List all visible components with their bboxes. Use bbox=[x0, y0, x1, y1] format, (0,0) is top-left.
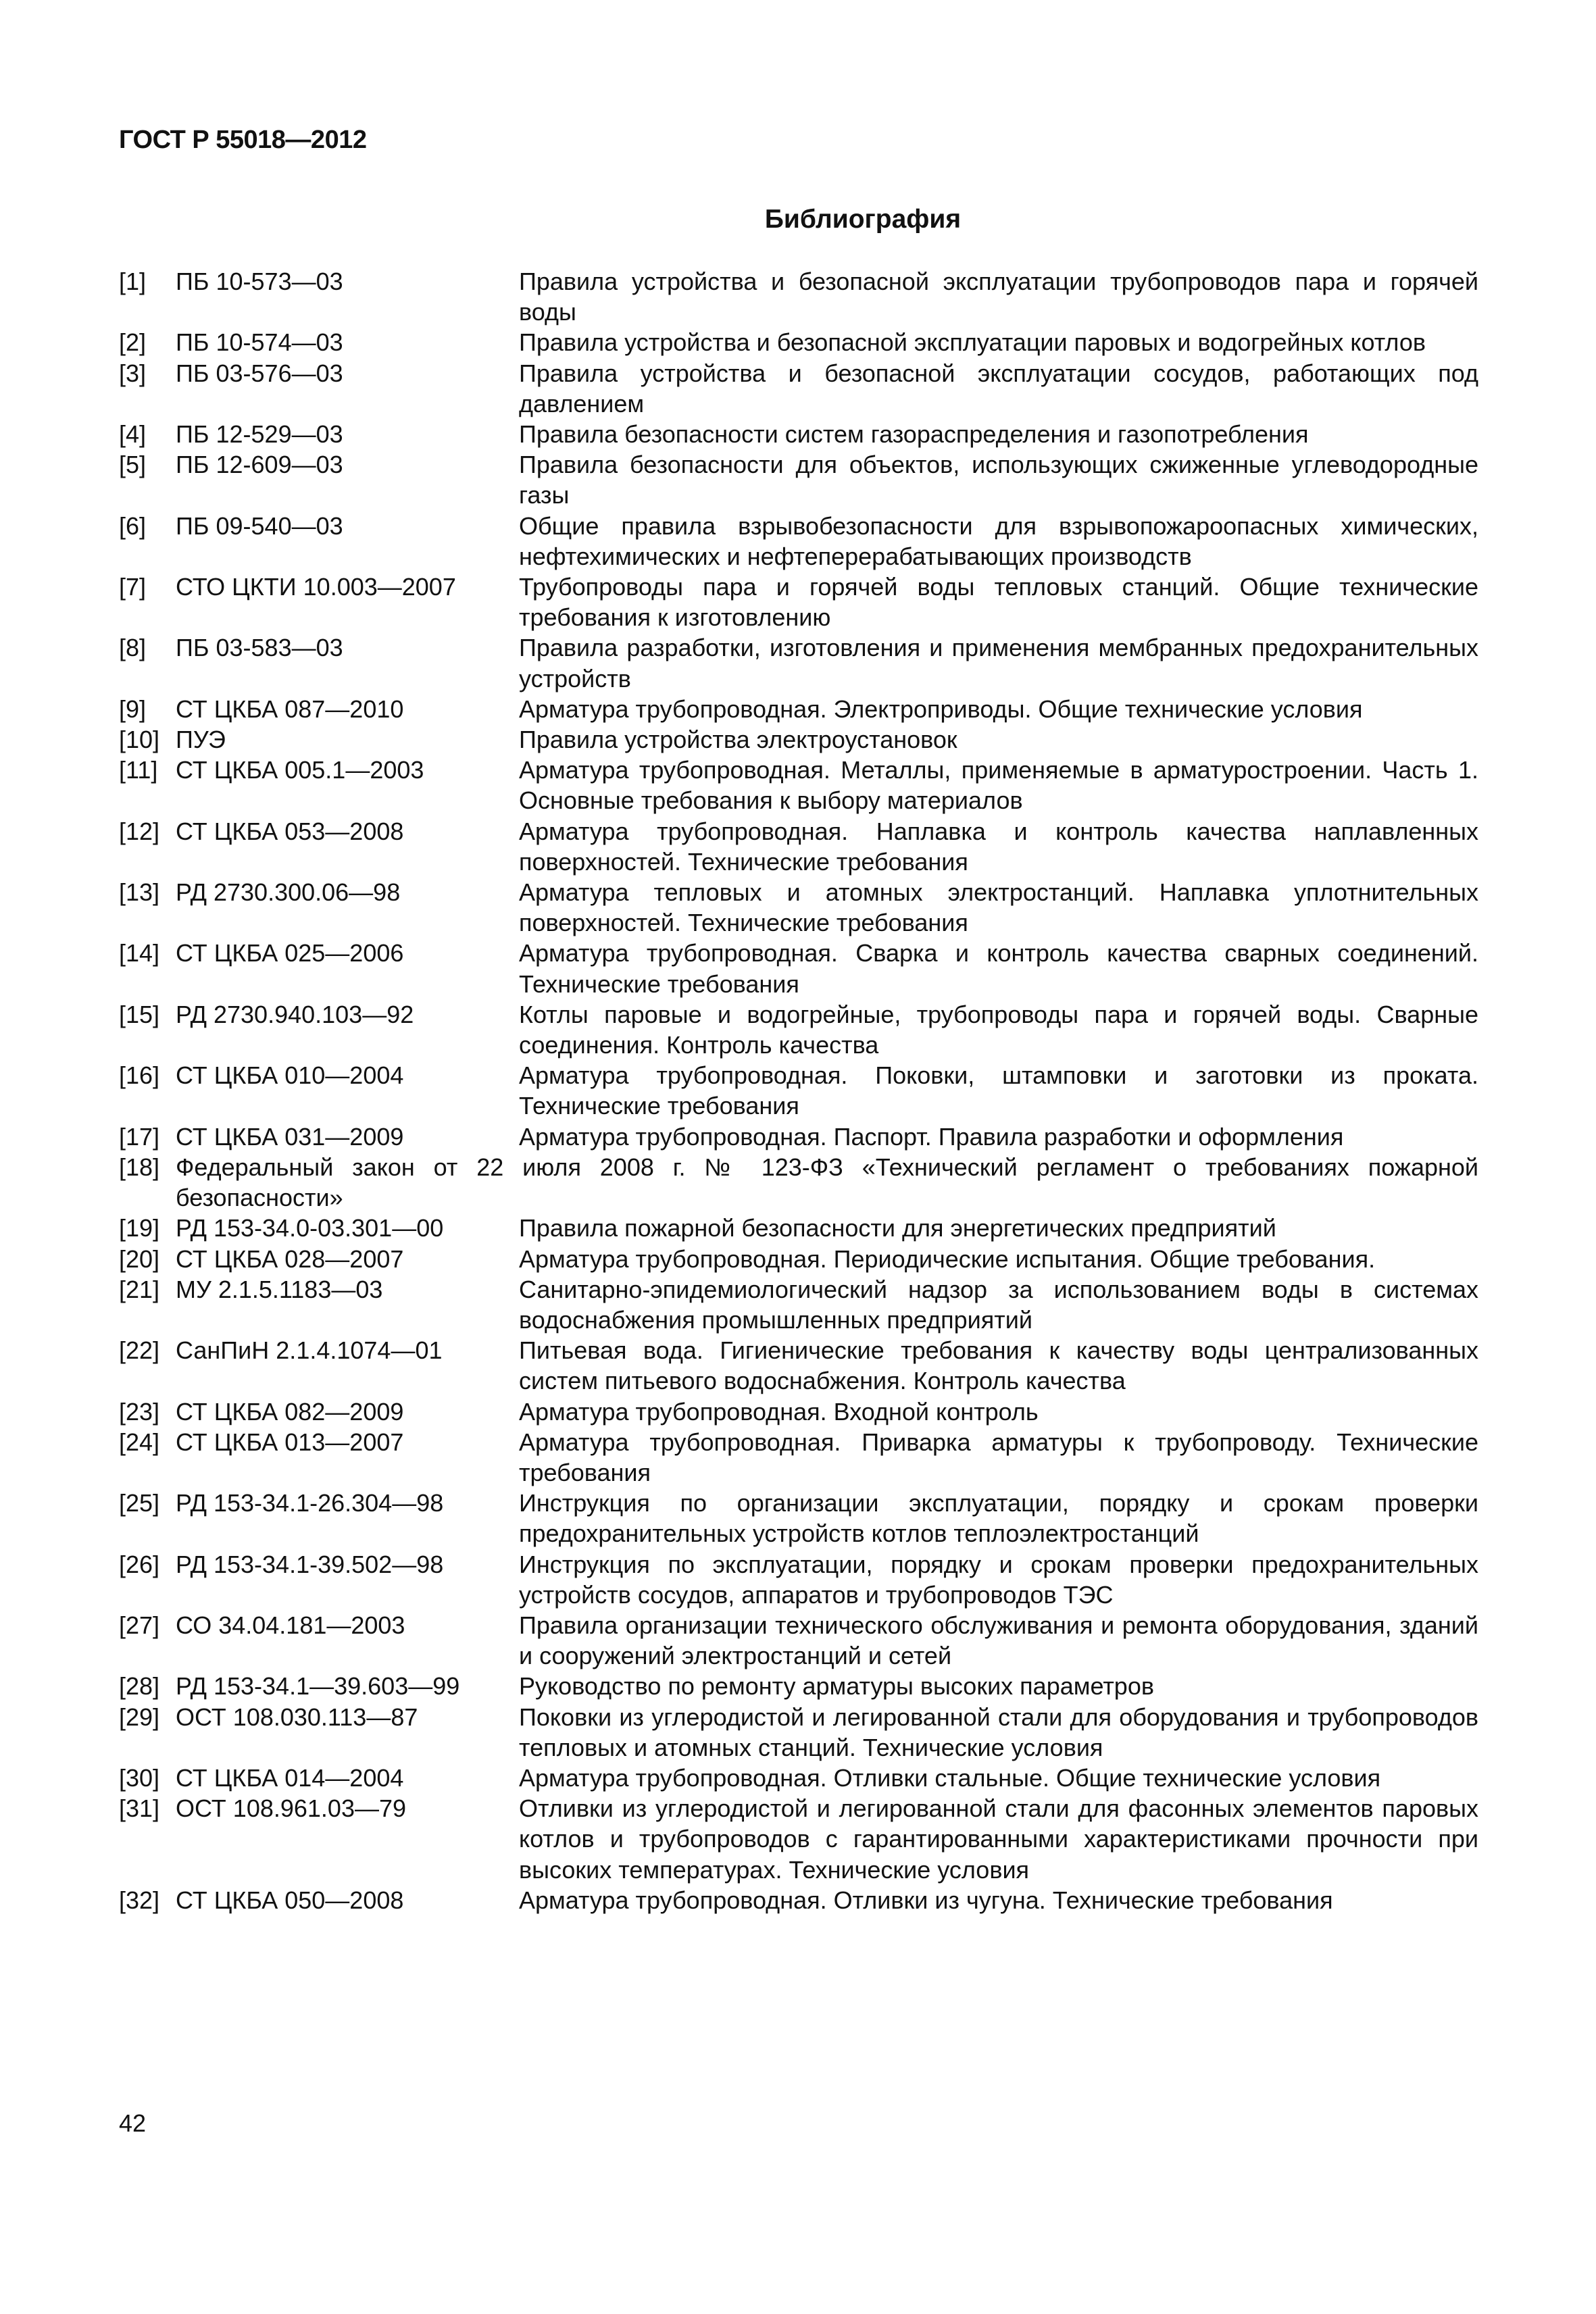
entry-number: [1] bbox=[119, 268, 147, 295]
entry-code: ПБ 09-540—03 bbox=[176, 511, 343, 540]
bibliography-entry bbox=[119, 1213, 1478, 1243]
entry-title: Арматура тепловых и атомных электростанций. Наплавка уплотнительных поверхностей. Технические требования bbox=[519, 878, 1478, 937]
entry-code: СТ ЦКБА 053—2008 bbox=[176, 817, 404, 845]
bibliography-entry bbox=[119, 1152, 1478, 1213]
bibliography-entry bbox=[119, 1885, 1478, 1915]
entry-title: Арматура трубопроводная. Периодические испытания. Общие требования. bbox=[519, 1244, 1376, 1273]
entry-title: Поковки из углеродистой и легированной стали для оборудования и трубопроводов тепловых и атомных станций. Технические условия bbox=[519, 1703, 1478, 1761]
entry-number: [15] bbox=[119, 1000, 160, 1028]
entry-code: ПБ 03-583—03 bbox=[176, 634, 343, 662]
entry-number: [7] bbox=[119, 573, 147, 601]
entry-number: [30] bbox=[119, 1763, 160, 1792]
entry-number: [27] bbox=[119, 1611, 160, 1639]
entry-title: Правила устройства и безопасной эксплуатации сосудов, работающих под давлением bbox=[519, 359, 1478, 418]
bibliography-entry bbox=[119, 816, 1478, 877]
entry-number: [4] bbox=[119, 420, 147, 449]
entry-number: [19] bbox=[119, 1214, 160, 1242]
entry-code: СТ ЦКБА 005.1—2003 bbox=[176, 756, 424, 784]
entry-title: Арматура трубопроводная. Сварка и контроль качества сварных соединений. Технические требования bbox=[519, 939, 1478, 998]
entry-code: СТО ЦКТИ 10.003—2007 bbox=[176, 573, 456, 601]
entry-title: Общие правила взрывобезопасности для взрывопожароопасных химических, нефтехимических и нефтеперерабатывающих производств bbox=[519, 511, 1478, 570]
bibliography-entry bbox=[119, 1060, 1478, 1121]
entry-code: ОСТ 108.030.113—87 bbox=[176, 1703, 418, 1731]
entry-title: Руководство по ремонту арматуры высоких параметров bbox=[519, 1672, 1154, 1701]
entry-number: [9] bbox=[119, 695, 147, 723]
bibliography-entry bbox=[119, 1335, 1478, 1396]
entry-number: [8] bbox=[119, 634, 147, 662]
entry-number: [3] bbox=[119, 359, 147, 387]
entry-number: [24] bbox=[119, 1428, 160, 1456]
bibliography-entry bbox=[119, 419, 1478, 449]
entry-code: СТ ЦКБА 050—2008 bbox=[176, 1886, 404, 1914]
entry-title: Правила пожарной безопасности для энергетических предприятий bbox=[519, 1214, 1276, 1242]
bibliography-entry bbox=[119, 694, 1478, 724]
entry-number: [25] bbox=[119, 1489, 160, 1517]
entry-code: СТ ЦКБА 082—2009 bbox=[176, 1397, 404, 1426]
entry-number: [14] bbox=[119, 939, 160, 967]
entry-title: Инструкция по эксплуатации, порядку и срокам проверки предохранительных устройств сосудов, аппаратов и трубопроводов ТЭС bbox=[519, 1550, 1478, 1609]
entry-number: [22] bbox=[119, 1336, 160, 1365]
bibliography-entry bbox=[119, 327, 1478, 357]
entry-code: МУ 2.1.5.1183—03 bbox=[176, 1275, 383, 1303]
entry-code: ПБ 12-609—03 bbox=[176, 451, 343, 479]
entry-number: [29] bbox=[119, 1703, 160, 1731]
entry-number: [10] bbox=[119, 726, 160, 754]
entry-title: Арматура трубопроводная. Приварка арматуры к трубопроводу. Технические требования bbox=[519, 1428, 1478, 1486]
document-code: ГОСТ Р 55018—2012 bbox=[119, 126, 367, 154]
bibliography-entry bbox=[119, 1610, 1478, 1671]
entry-code: СТ ЦКБА 031—2009 bbox=[176, 1122, 404, 1151]
page-title-text: Библиография bbox=[764, 205, 962, 234]
bibliography-entry bbox=[119, 1274, 1478, 1335]
entry-title: Арматура трубопроводная. Электроприводы. Общие технические условия bbox=[519, 695, 1363, 723]
entry-title: Арматура трубопроводная. Отливки из чугуна. Технические требования bbox=[519, 1886, 1333, 1914]
entry-code: СТ ЦКБА 028—2007 bbox=[176, 1244, 404, 1273]
entry-title: Арматура трубопроводная. Входной контроль bbox=[519, 1397, 1039, 1426]
bibliography-entry bbox=[119, 266, 1478, 327]
entry-title: Отливки из углеродистой и легированной стали для фасонных элементов паровых котлов и трубопроводов с гарантированными характеристиками прочности при высоких температурах. Технические условия bbox=[519, 1794, 1478, 1884]
entry-code: ОСТ 108.961.03—79 bbox=[176, 1794, 407, 1823]
bibliography-entry bbox=[119, 1488, 1478, 1549]
entry-title: Арматура трубопроводная. Паспорт. Правила разработки и оформления bbox=[519, 1122, 1344, 1151]
entry-code: ПБ 10-573—03 bbox=[176, 268, 343, 295]
bibliography-entry bbox=[119, 724, 1478, 755]
entry-code: ПУЭ bbox=[176, 726, 226, 754]
entry-code: РД 2730.300.06—98 bbox=[176, 878, 401, 907]
bibliography-entry bbox=[119, 1122, 1478, 1152]
entry-number: [6] bbox=[119, 511, 147, 540]
entry-number: [20] bbox=[119, 1244, 160, 1273]
bibliography-entry bbox=[119, 938, 1478, 999]
bibliography-entry bbox=[119, 1397, 1478, 1427]
entry-title: Арматура трубопроводная. Металлы, применяемые в арматуростроении. Часть 1. Основные требования к выбору материалов bbox=[519, 756, 1478, 815]
entry-title: Арматура трубопроводная. Отливки стальные. Общие технические условия bbox=[519, 1763, 1381, 1792]
entry-number: [12] bbox=[119, 817, 160, 845]
entry-code: РД 153-34.0-03.301—00 bbox=[176, 1214, 444, 1242]
entry-number: [26] bbox=[119, 1550, 160, 1578]
bibliography-entry bbox=[119, 632, 1478, 693]
entry-code: СТ ЦКБА 087—2010 bbox=[176, 695, 404, 723]
bibliography-entry bbox=[119, 1793, 1478, 1885]
entry-number: [31] bbox=[119, 1794, 160, 1823]
entry-code: ПБ 12-529—03 bbox=[176, 420, 343, 449]
bibliography-entry bbox=[119, 449, 1478, 510]
entry-code: СО 34.04.181—2003 bbox=[176, 1611, 405, 1639]
page-title bbox=[0, 205, 1596, 234]
entry-title: Котлы паровые и водогрейные, трубопроводы пара и горячей воды. Сварные соединения. Контроль качества bbox=[519, 1000, 1478, 1059]
entry-title: Правила устройства электроустановок bbox=[519, 726, 957, 754]
entry-title: Правила устройства и безопасной эксплуатации трубопроводов пара и горячей воды bbox=[519, 268, 1478, 326]
entry-title: Арматура трубопроводная. Поковки, штамповки и заготовки из проката. Технические требования bbox=[519, 1061, 1478, 1120]
entry-code: РД 2730.940.103—92 bbox=[176, 1000, 414, 1028]
bibliography-list bbox=[119, 266, 1478, 1915]
bibliography-entry bbox=[119, 1244, 1478, 1274]
entry-code: СТ ЦКБА 010—2004 bbox=[176, 1061, 404, 1090]
entry-number: [16] bbox=[119, 1061, 160, 1090]
entry-code: РД 153-34.1-39.502—98 bbox=[176, 1550, 444, 1578]
entry-number: [28] bbox=[119, 1672, 160, 1701]
entry-title: Питьевая вода. Гигиенические требования к качеству воды централизованных систем питьевого водоснабжения. Контроль качества bbox=[519, 1336, 1478, 1395]
entry-code: СанПиН 2.1.4.1074—01 bbox=[176, 1336, 443, 1365]
entry-number: [21] bbox=[119, 1275, 160, 1303]
entry-number: [32] bbox=[119, 1886, 160, 1914]
bibliography-entry bbox=[119, 1671, 1478, 1701]
entry-title: Трубопроводы пара и горячей воды тепловых станций. Общие технические требования к изготовлению bbox=[519, 573, 1478, 632]
bibliography-entry bbox=[119, 511, 1478, 572]
entry-title: Инструкция по организации эксплуатации, порядку и срокам проверки предохранительных устройств котлов теплоэлектростанций bbox=[519, 1489, 1478, 1548]
bibliography-entry bbox=[119, 1763, 1478, 1793]
bibliography-entry bbox=[119, 1549, 1478, 1610]
entry-code: ПБ 10-574—03 bbox=[176, 328, 343, 357]
bibliography-entry bbox=[119, 999, 1478, 1060]
entry-title: Арматура трубопроводная. Наплавка и контроль качества наплавленных поверхностей. Технические требования bbox=[519, 817, 1478, 876]
entry-number: [18] bbox=[119, 1153, 160, 1181]
bibliography-entry bbox=[119, 877, 1478, 938]
entry-title: Правила безопасности систем газораспределения и газопотребления bbox=[519, 420, 1309, 449]
bibliography-entry bbox=[119, 755, 1478, 815]
entry-code: РД 153-34.1—39.603—99 bbox=[176, 1672, 460, 1701]
bibliography-entry bbox=[119, 358, 1478, 419]
entry-number: [23] bbox=[119, 1397, 160, 1426]
entry-number: [13] bbox=[119, 878, 160, 907]
entry-title: Правила организации технического обслуживания и ремонта оборудования, зданий и сооружений электростанций и сетей bbox=[519, 1611, 1478, 1670]
entry-title: Санитарно-эпидемиологический надзор за использованием воды в системах водоснабжения промышленных предприятий bbox=[519, 1275, 1478, 1334]
bibliography-entry bbox=[119, 1702, 1478, 1763]
entry-code: СТ ЦКБА 025—2006 bbox=[176, 939, 404, 967]
entry-code: СТ ЦКБА 013—2007 bbox=[176, 1428, 404, 1456]
bibliography-entry bbox=[119, 572, 1478, 632]
entry-code: СТ ЦКБА 014—2004 bbox=[176, 1763, 404, 1792]
entry-number: [11] bbox=[119, 756, 158, 784]
entry-title: Правила безопасности для объектов, использующих сжиженные углеводородные газы bbox=[519, 451, 1478, 509]
entry-title: Федеральный закон от 22 июля 2008 г. № 123-ФЗ «Технический регламент о требованиях пожарной безопасности» bbox=[176, 1153, 1478, 1212]
entry-code: РД 153-34.1-26.304—98 bbox=[176, 1489, 444, 1517]
entry-title: Правила устройства и безопасной эксплуатации паровых и водогрейных котлов bbox=[519, 328, 1426, 357]
entry-code: ПБ 03-576—03 bbox=[176, 359, 343, 387]
entry-number: [5] bbox=[119, 451, 147, 479]
page-number: 42 bbox=[119, 2109, 147, 2137]
entry-number: [2] bbox=[119, 328, 147, 357]
bibliography-entry bbox=[119, 1427, 1478, 1488]
entry-title: Правила разработки, изготовления и применения мембранных предохранительных устройств bbox=[519, 634, 1478, 693]
entry-number: [17] bbox=[119, 1122, 160, 1151]
